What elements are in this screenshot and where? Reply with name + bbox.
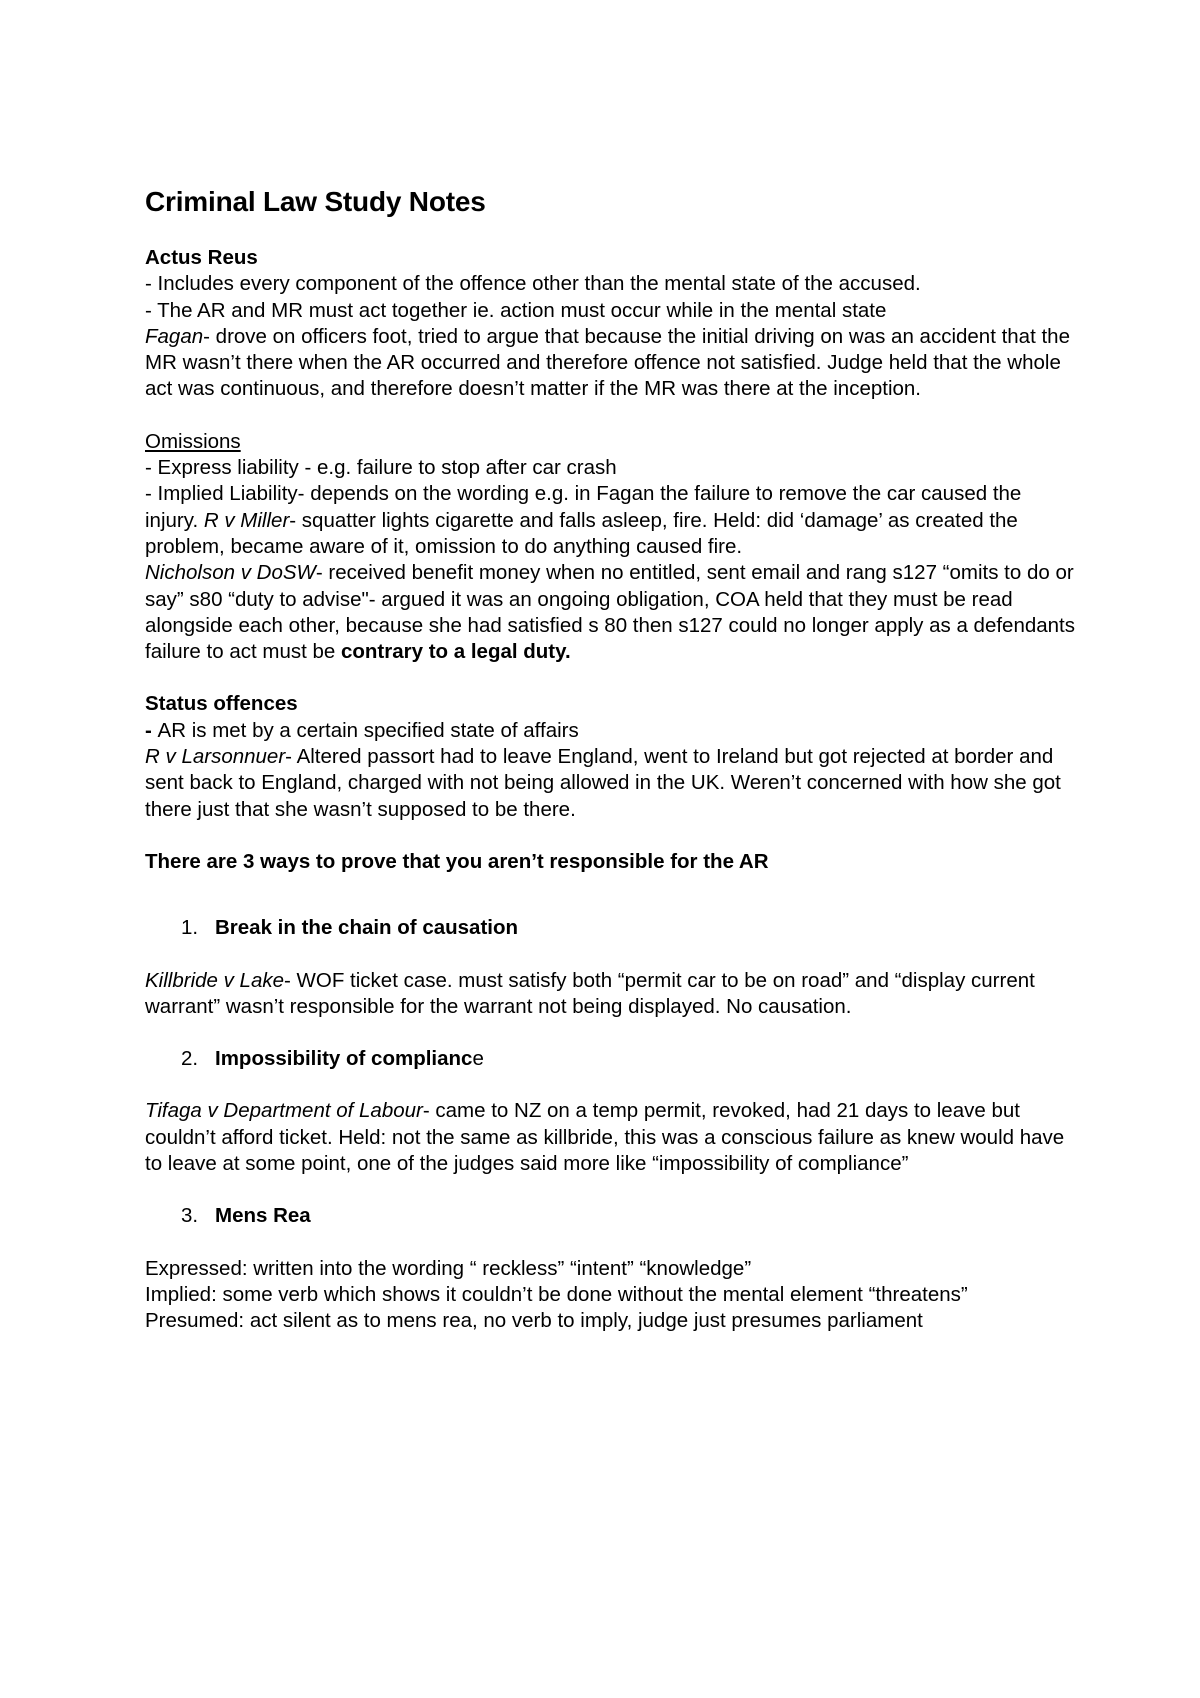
case-name: R v Miller: [203, 508, 290, 532]
paragraph: [145, 744, 1080, 823]
document-body: [145, 185, 1080, 1335]
paragraph: - Express liability - e.g. failure to stop after car crash: [145, 456, 617, 480]
paragraph: [145, 718, 1080, 744]
emphasis: contrary to a legal duty.: [340, 640, 571, 664]
dash: -: [145, 718, 158, 742]
section-heading-status-offences: Status offences: [145, 692, 298, 716]
paragraph: Implied: some verb which shows it couldn’t be done without the mental element “threatens”: [145, 1282, 968, 1306]
section-heading-actus-reus: Actus Reus: [145, 246, 258, 269]
case-text: - came to NZ on a temp permit, revoked, had 21 days to leave but couldn’t afford ticket. Held: not the same as killbride, this was a conscious failure as knew would have to leave at some point, one of the judges said more like “impossibility of compliance”: [145, 1099, 1065, 1176]
list-title: Impossibility of complianc: [215, 1047, 473, 1071]
numbered-heading-1: [181, 915, 1080, 941]
paragraph: [145, 1098, 1080, 1177]
page-title: Criminal Law Study Notes: [145, 186, 486, 217]
list-number: 2.: [181, 1047, 199, 1071]
case-name: R v Larsonnuer: [145, 745, 286, 769]
case-text: - WOF ticket case. must satisfy both “permit car to be on road” and “display current warrant” wasn’t responsible for the warrant not being displayed. No causation.: [145, 968, 1035, 1018]
section-heading-ways: There are 3 ways to prove that you aren’t responsible for the AR: [145, 849, 769, 873]
list-title: Mens Rea: [215, 1204, 311, 1228]
case-name: Nicholson v DoSW: [145, 561, 316, 585]
text-run: AR is met by a certain specified state of affairs: [157, 718, 579, 742]
case-name: Tifaga v Department of Labour: [145, 1099, 423, 1123]
list-title-tail: e: [472, 1047, 484, 1071]
paragraph: [145, 481, 1080, 560]
text-run: - Implied Liability- depends on the wording e.g. in Fagan the failure to remove the car caused the injury.: [145, 482, 1022, 532]
case-name: Killbride v Lake: [145, 968, 285, 992]
paragraph: [145, 560, 1080, 665]
list-number: 1.: [181, 916, 199, 940]
case-text: - Altered passort had to leave England, went to Ireland but got rejected at border and sent back to England, charged with not being allowed in the UK. Weren’t concerned with how she got there just that she wasn’t supposed to be there.: [145, 745, 1061, 821]
numbered-heading-2: [181, 1046, 1080, 1072]
paragraph: Presumed: act silent as to mens rea, no verb to imply, judge just presumes parliament: [145, 1309, 923, 1333]
list-number: 3.: [181, 1204, 199, 1228]
case-name: Fagan: [145, 324, 204, 348]
paragraph: - Includes every component of the offence other than the mental state of the accused.: [145, 272, 921, 296]
case-text: - drove on officers foot, tried to argue that because the initial driving on was an accident that the MR wasn’t there when the AR occurred and therefore offence not satisfied. Judge held that the whole act was continuous, and therefore doesn’t matter if the MR was there at the inception.: [145, 324, 1070, 401]
paragraph: - The AR and MR must act together ie. action must occur while in the mental state: [145, 298, 887, 322]
list-title: Break in the chain of causation: [215, 916, 519, 940]
paragraph: [145, 324, 1080, 403]
numbered-heading-3: [181, 1203, 1080, 1229]
paragraph: Expressed: written into the wording “ reckless” “intent” “knowledge”: [145, 1256, 752, 1280]
paragraph: [145, 968, 1080, 1021]
case-text: - squatter lights cigarette and falls asleep, fire. Held: did ‘damage’ as created the problem, became aware of it, omission to do anything caused fire.: [145, 508, 1018, 558]
subheading-omissions: Omissions: [145, 429, 241, 453]
case-text: - received benefit money when no entitled, sent email and rang s127 “omits to do or say” s80 “duty to advise"- argued it was an ongoing obligation, COA held that they must be read alongside each other, because she had satisfied s 80 then s127 could no longer apply as a defendants failure to act must be: [145, 561, 1076, 664]
